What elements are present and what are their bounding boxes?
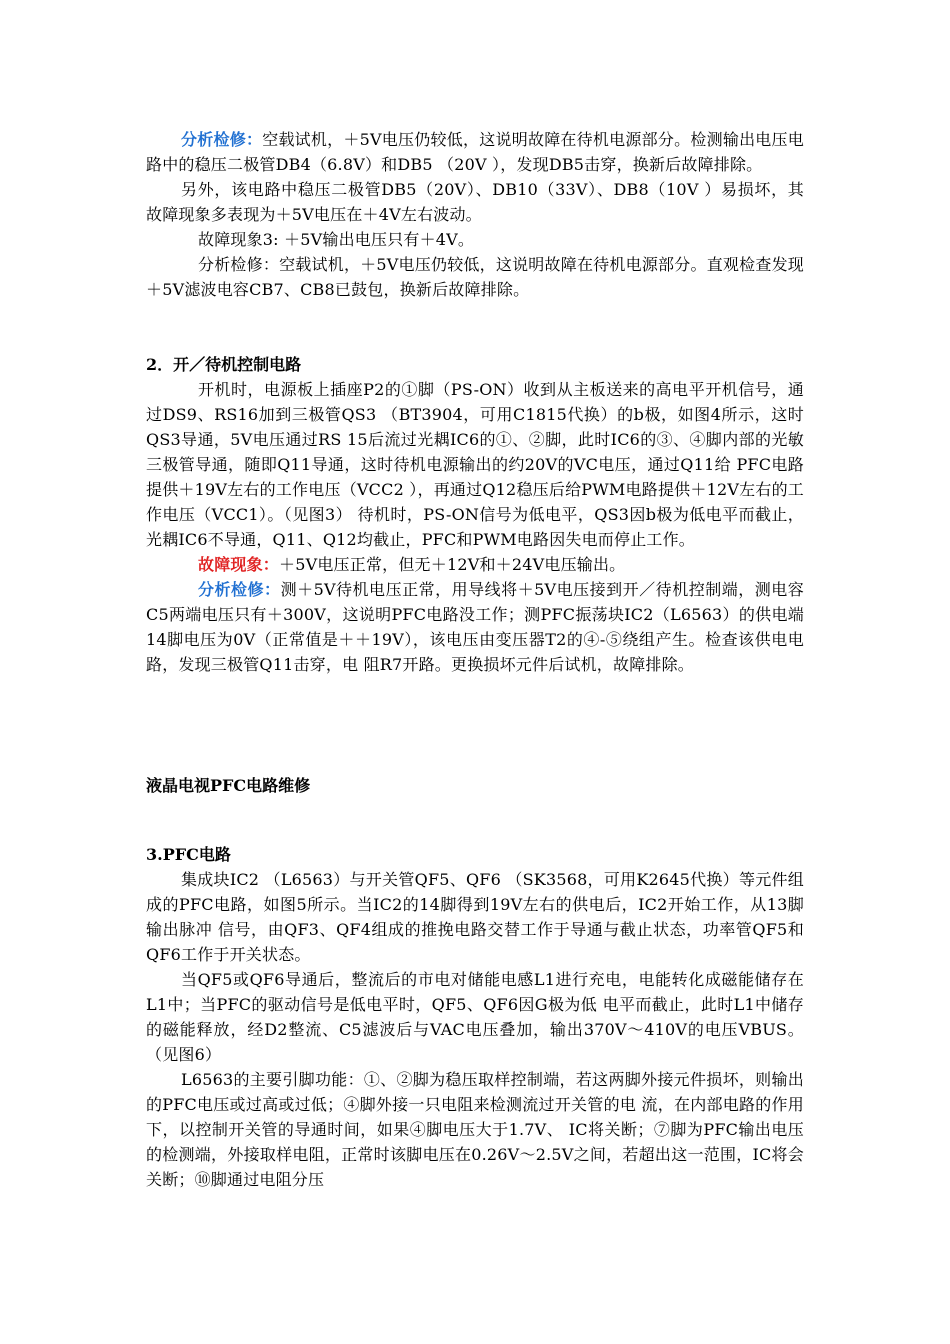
paragraph: L6563的主要引脚功能：①、②脚为稳压取样控制端，若这两脚外接元件损坏，则输出的PFC电压或过高或过低；④脚外接一只电阻来检测流过开关管的电 流，在内部电路的作用下，以控制开关管的导通时间，如果④脚电压大于1.7V、 IC将关断；⑦脚为PFC输出电压的检测端，外接取样电阻，正常时该脚电压在0.26V～2.5V之间，若超出这一范围，IC将会关断；⑩脚通过电阻分压 [146, 1070, 804, 1189]
label-analysis: 分析检修： [198, 580, 281, 599]
paragraph: 分析检修：空载试机，＋5V电压仍较低，这说明故障在待机电源部分。直观检查发现＋5V滤波电容CB7、CB8已鼓包，换新后故障排除。 [146, 255, 804, 299]
section-1 [146, 127, 804, 302]
paragraph: 另外，该电路中稳压二极管DB5（20V）、DB10（33V）、DB8（10V ）易损坏，其故障现象多表现为＋5V电压在＋4V左右波动。 [146, 180, 804, 224]
section-heading: 2．开／待机控制电路 [146, 355, 302, 374]
section-3 [146, 842, 804, 1192]
paragraph [146, 577, 804, 677]
paragraph [146, 552, 804, 577]
page-title: 液晶电视PFC电路维修 [146, 776, 311, 795]
paragraph-text: 测＋5V待机电压正常，用导线将＋5V电压接到开／待机控制端，测电容C5两端电压只有＋300V，这说明PFC电路没工作；测PFC振荡块IC2（L6563）的供电端14脚电压为0V（正常值是＋＋19V），该电压由变压器T2的④-⑤绕组产生。检查该供电电路，发现三极管Q11击穿，电 阻R7开路。更换损坏元件后试机，故障排除。 [146, 580, 804, 674]
label-fault: 故障现象： [198, 555, 280, 574]
section-heading: 3.PFC电路 [146, 845, 231, 864]
paragraph-text: ＋5V电压正常，但无＋12V和＋24V电压输出。 [279, 555, 626, 574]
label-analysis: 分析检修： [181, 130, 263, 149]
paragraph: 当QF5或QF6导通后，整流后的市电对储能电感L1进行充电，电能转化成磁能储存在L1中；当PFC的驱动信号是低电平时，QF5、QF6因G极为低 电平而截止，此时L1中储存的磁能释放，经D2整流、C5滤波后与VAC电压叠加，输出370V～410V的电压VBUS。（见图6） [146, 970, 804, 1064]
paragraph: 开机时，电源板上插座P2的①脚（PS-ON）收到从主板送来的高电平开机信号，通过DS9、RS16加到三极管QS3 （BT3904，可用C1815代换）的b极，如图4所示，这时QS3导通，5V电压通过RS 15后流过光耦IC6的①、②脚，此时IC6的③、④脚内部的光敏三极管导通，随即Q11导通，这时待机电源输出的约20V的VC电压，通过Q11给 PFC电路提供＋19V左右的工作电压（VCC2 ），再通过Q12稳压后给PWM电路提供＋12V左右的工作电压（VCC1）。（见图3） 待机时，PS-ON信号为低电平，QS3因b极为低电平而截止，光耦IC6不导通，Q11、Q12均截止，PFC和PWM电路因失电而停止工作。 [146, 380, 804, 549]
paragraph: 集成块IC2 （L6563）与开关管QF5、QF6 （SK3568，可用K2645代换）等元件组成的PFC电路，如图5所示。当IC2的14脚得到19V左右的供电后，IC2开始工作，从13脚输出脉冲 信号，由QF3、QF4组成的推挽电路交替工作于导通与截止状态，功率管QF5和QF6工作于开关状态。 [146, 870, 804, 964]
paragraph-text: 空载试机，＋5V电压仍较低，这说明故障在待机电源部分。检测输出电压电路中的稳压二极管DB4（6.8V）和DB5 （20V ），发现DB5击穿，换新后故障排除。 [146, 130, 804, 174]
paragraph: 故障现象3: ＋5V输出电压只有＋4V。 [198, 230, 475, 249]
section-2 [146, 352, 804, 677]
paragraph [146, 127, 804, 177]
